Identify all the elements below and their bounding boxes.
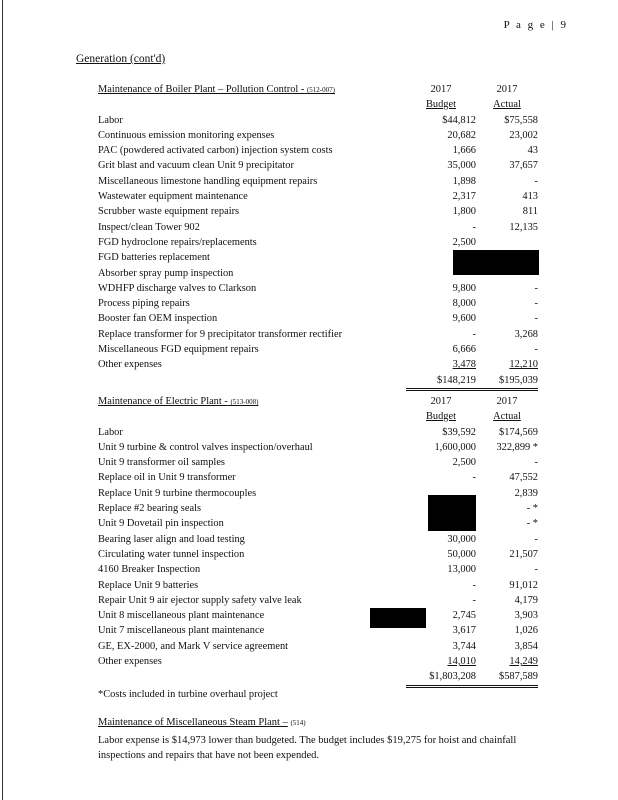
boiler-row-label: Labor (98, 114, 123, 126)
electric-row-budget: 2,500 (452, 457, 476, 469)
boiler-row-actual: 413 (522, 191, 538, 203)
boiler-table-row (98, 342, 540, 357)
electric-row-actual: - (534, 564, 538, 576)
electric-row-label: Labor (98, 426, 123, 438)
electric-row-label: Repair Unit 9 air ejector supply safety valve leak (98, 594, 302, 606)
electric-budget-year: 2017 (430, 396, 452, 407)
electric-row-actual: 2,839 (514, 487, 538, 499)
boiler-actual-year: 2017 (496, 84, 518, 95)
electric-row-label: 4160 Breaker Inspection (98, 564, 201, 576)
boiler-row-label: Miscellaneous FGD equipment repairs (98, 344, 259, 356)
electric-row-actual: 91,012 (509, 579, 538, 591)
electric-table-row (98, 547, 540, 562)
boiler-row-budget: 1,898 (452, 175, 476, 187)
boiler-total-actual: $195,039 (476, 373, 538, 391)
electric-row-budget: - (472, 594, 476, 606)
boiler-row-actual: 43 (527, 145, 538, 157)
boiler-budget-label: Budget (425, 99, 456, 111)
electric-row-actual: 3,854 (514, 640, 538, 652)
boiler-table-row (98, 296, 540, 311)
boiler-row-budget: 6,666 (452, 344, 476, 356)
electric-row-budget: 50,000 (447, 548, 476, 560)
section-heading: Generation (cont'd) (76, 53, 166, 65)
boiler-table-row (98, 281, 540, 296)
electric-row-label: Unit 9 transformer oil samples (98, 457, 225, 469)
electric-row-budget: 1,600,000 (434, 441, 476, 453)
boiler-row-actual: - (534, 344, 538, 356)
boiler-table-row (98, 204, 540, 219)
boiler-total-budget: $148,219 (406, 373, 476, 391)
boiler-row-actual: 12,210 (509, 359, 538, 371)
boiler-row-label: Grit blast and vacuum clean Unit 9 precipitator (98, 160, 294, 172)
electric-total-actual: $587,589 (476, 669, 538, 687)
electric-actual-year: 2017 (496, 396, 518, 407)
electric-row-label: Replace Unit 9 batteries (98, 579, 199, 591)
boiler-table-row (98, 311, 540, 326)
electric-row-budget: 3,617 (452, 625, 476, 637)
electric-row-actual: 47,552 (509, 472, 538, 484)
boiler-row-budget: 35,000 (447, 160, 476, 172)
electric-row-label: Unit 9 turbine & control valves inspection/overhaul (98, 441, 313, 453)
misc-steam-paragraph: Labor expense is $14,973 lower than budgeted. The budget includes $19,275 for hoist and chainfall inspections and repairs that have not been expended. (98, 735, 517, 761)
boiler-row-budget: 2,317 (452, 191, 476, 203)
boiler-row-budget: - (472, 221, 476, 233)
boiler-row-actual: 37,657 (509, 160, 538, 172)
electric-footnote: *Costs included in turbine overhaul project (98, 688, 278, 700)
electric-table-row (98, 639, 540, 654)
electric-row-actual: - * (526, 518, 538, 530)
boiler-table-row (98, 174, 540, 189)
electric-row-budget: $39,592 (442, 426, 476, 438)
boiler-row-label: Scrubber waste equipment repairs (98, 206, 240, 218)
electric-table-row (98, 623, 540, 638)
redaction-block (370, 608, 426, 628)
electric-row-actual: 14,249 (509, 656, 538, 668)
boiler-row-label: Wastewater equipment maintenance (98, 191, 248, 203)
boiler-row-label: Booster fan OEM inspection (98, 313, 218, 325)
electric-row-budget: - (472, 472, 476, 484)
electric-row-label: Replace oil in Unit 9 transformer (98, 472, 236, 484)
redaction-block (453, 250, 539, 275)
boiler-row-label: Replace transformer for 9 precipitator transformer rectifier (98, 328, 343, 340)
boiler-row-actual: - (534, 298, 538, 310)
electric-row-actual: 3,903 (514, 610, 538, 622)
electric-row-actual: 21,507 (509, 548, 538, 560)
electric-table-row (98, 455, 540, 470)
boiler-table-row (98, 357, 540, 372)
boiler-row-label: FGD hydroclone repairs/replacements (98, 236, 257, 248)
boiler-row-budget: 2,500 (452, 236, 476, 248)
electric-row-actual: - * (526, 503, 538, 515)
electric-row-budget: 30,000 (447, 533, 476, 545)
boiler-row-actual: $75,558 (504, 114, 538, 126)
boiler-row-label: Continuous emission monitoring expenses (98, 129, 275, 141)
electric-row-actual: - (534, 457, 538, 469)
electric-row-label: Circulating water tunnel inspection (98, 548, 245, 560)
electric-row-label: Replace #2 bearing seals (98, 503, 201, 515)
boiler-row-budget: 3,478 (452, 359, 476, 371)
boiler-row-actual: - (534, 313, 538, 325)
electric-row-actual: - (534, 533, 538, 545)
boiler-row-budget: - (472, 328, 476, 340)
boiler-table-row (98, 235, 540, 250)
boiler-row-label: WDHFP discharge valves to Clarkson (98, 282, 257, 294)
electric-row-actual: $174,569 (499, 426, 538, 438)
misc-steam-title: Maintenance of Miscellaneous Steam Plant – (514) (98, 717, 306, 728)
scan-edge-line (2, 0, 3, 800)
electric-table-row (98, 562, 540, 577)
boiler-row-budget: 9,600 (452, 313, 476, 325)
electric-row-actual: 322,899 * (496, 441, 538, 453)
redaction-block (428, 495, 476, 531)
electric-table-row (98, 470, 540, 485)
boiler-table-row (98, 143, 540, 158)
electric-row-label: Other expenses (98, 656, 162, 668)
electric-total-budget: $1,803,208 (406, 669, 476, 687)
electric-table-title: Maintenance of Electric Plant - (513-008) (98, 396, 259, 407)
electric-plant-table (98, 394, 540, 702)
electric-row-label: Replace Unit 9 turbine thermocouples (98, 487, 257, 499)
electric-row-actual: 4,179 (514, 594, 538, 606)
electric-row-label: Bearing laser align and load testing (98, 533, 245, 545)
boiler-table-row (98, 113, 540, 128)
electric-row-budget: 3,744 (452, 640, 476, 652)
boiler-row-label: Inspect/clean Tower 902 (98, 221, 200, 233)
boiler-row-label: Other expenses (98, 359, 162, 371)
boiler-table-row (98, 220, 540, 235)
electric-row-budget: 14,010 (447, 656, 476, 668)
page-number: P a g e | 9 (503, 19, 568, 31)
electric-row-actual: 1,026 (514, 625, 538, 637)
boiler-budget-year: 2017 (430, 84, 452, 95)
electric-table-row (98, 578, 540, 593)
boiler-row-budget: 9,800 (452, 282, 476, 294)
electric-row-label: Unit 8 miscellaneous plant maintenance (98, 610, 265, 622)
boiler-actual-label: Actual (493, 99, 521, 111)
boiler-row-label: Process piping repairs (98, 298, 190, 310)
boiler-table-row (98, 327, 540, 342)
boiler-row-label: FGD batteries replacement (98, 252, 210, 264)
boiler-row-budget: 1,666 (452, 145, 476, 157)
boiler-table-row (98, 189, 540, 204)
boiler-row-budget: 8,000 (452, 298, 476, 310)
boiler-table-row (98, 158, 540, 173)
boiler-table-title: Maintenance of Boiler Plant – Pollution Control - (512-007) (98, 84, 335, 95)
electric-row-budget: 13,000 (447, 564, 476, 576)
electric-table-row (98, 440, 540, 455)
electric-row-label: Unit 7 miscellaneous plant maintenance (98, 625, 265, 637)
boiler-row-label: PAC (powdered activated carbon) injection system costs (98, 145, 333, 157)
boiler-row-actual: 23,002 (509, 129, 538, 141)
boiler-row-label: Absorber spray pump inspection (98, 267, 234, 279)
boiler-row-budget: $44,812 (442, 114, 476, 126)
electric-table-row (98, 608, 540, 623)
electric-table-row (98, 654, 540, 669)
boiler-row-actual: 3,268 (514, 328, 538, 340)
electric-row-label: Unit 9 Dovetail pin inspection (98, 518, 224, 530)
electric-table-row (98, 593, 540, 608)
boiler-table-row (98, 128, 540, 143)
boiler-row-actual: - (534, 175, 538, 187)
boiler-row-budget: 20,682 (447, 129, 476, 141)
boiler-row-label: Miscellaneous limestone handling equipment repairs (98, 175, 318, 187)
electric-row-budget: 2,745 (452, 610, 476, 622)
electric-budget-label: Budget (425, 411, 456, 423)
boiler-plant-table (98, 82, 540, 388)
electric-table-row (98, 425, 540, 440)
boiler-row-budget: 1,800 (452, 206, 476, 218)
electric-table-row (98, 532, 540, 547)
boiler-row-actual: 811 (522, 206, 538, 218)
boiler-row-actual: 12,135 (509, 221, 538, 233)
boiler-row-actual: - (534, 282, 538, 294)
electric-row-label: GE, EX-2000, and Mark V service agreement (98, 640, 289, 652)
electric-row-budget: - (472, 579, 476, 591)
electric-actual-label: Actual (493, 411, 521, 423)
